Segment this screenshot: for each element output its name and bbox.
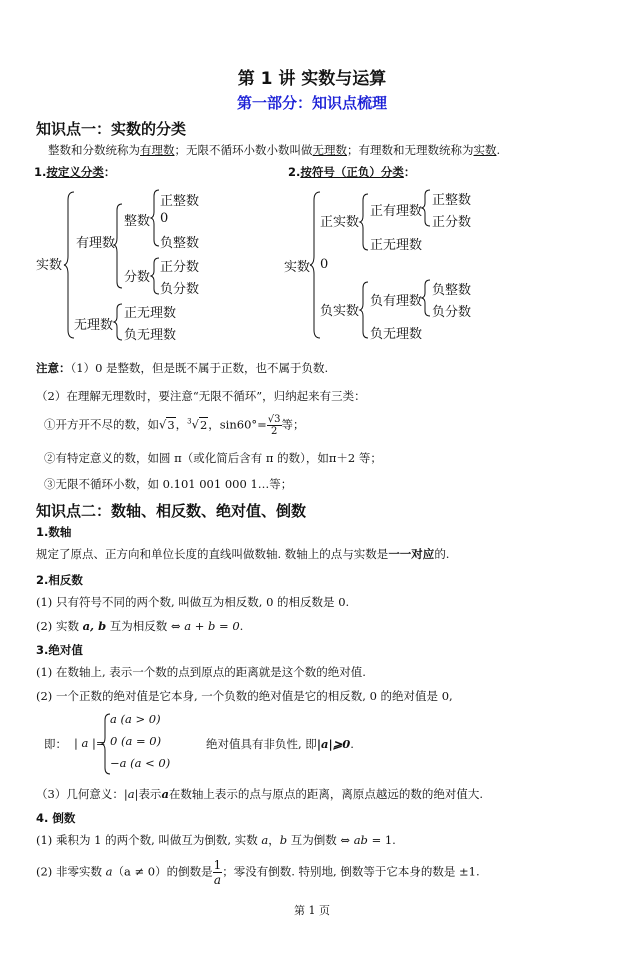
cuberoot-value: 2: [199, 417, 208, 432]
tree1-neg-frac: 负分数: [160, 282, 200, 297]
page-number: 第 1 页: [294, 904, 330, 917]
note-label: 注意: [36, 361, 59, 375]
tree2-pos-int: 正整数: [432, 193, 472, 208]
intro-term-real: 实数: [473, 143, 497, 157]
tree1-pos-frac: 正分数: [160, 260, 200, 275]
geometric-label: （3）几何意义：: [36, 787, 124, 801]
piecewise-case-3: −a (a < 0): [110, 756, 171, 770]
sqrt3-value: 3: [167, 417, 175, 432]
piecewise-case-2: 0 (a = 0): [110, 734, 162, 748]
case1-sep: ，: [175, 417, 188, 432]
tree1-integer: 整数: [124, 214, 151, 229]
classification-2-heading: [288, 164, 415, 180]
reciprocal-line-2: [36, 858, 480, 887]
classification-1-label: 按定义分类: [46, 165, 104, 179]
irrational-case-1: [44, 414, 305, 437]
tree1-brace-irrational: [114, 302, 124, 342]
reciprocal-l1-sep: ，: [268, 833, 280, 847]
tree1-pos-int: 正整数: [160, 194, 200, 209]
reciprocal-l1-iff: 互为倒数 ⇔: [287, 833, 354, 847]
irrational-case-2: ②有特定意义的数，如圆 π（或化简后含有 π 的数），如π＋2 等；: [44, 451, 382, 465]
opposite-l2-eq: a + b = 0: [184, 619, 240, 633]
tree2-pos-frac: 正分数: [432, 215, 472, 230]
classification-1-colon: ：: [103, 165, 116, 179]
reciprocal-l1-end: = 1.: [367, 833, 396, 847]
opposite-l2-vars: a, b: [82, 619, 107, 633]
reciprocal-l1-ab: ab: [353, 833, 368, 847]
tree2-neg-rational: 负有理数: [370, 294, 423, 309]
section1-intro: [48, 142, 500, 158]
reciprocal-l1-text: (1) 乘积为 1 的两个数, 叫做互为倒数, 实数: [36, 833, 262, 847]
absolute-value-heading: 3.绝对值: [36, 643, 83, 657]
tree1-irrational: 无理数: [74, 318, 114, 333]
classification-1-heading: [34, 164, 115, 180]
tree2-brace-neg-rational: [422, 278, 432, 318]
reciprocal-denominator: a: [213, 873, 221, 887]
tree1-neg-irr: 负无理数: [124, 328, 177, 343]
reciprocal-fraction: [213, 858, 223, 887]
classification-1-number: 1.: [34, 165, 47, 179]
note-1-text: （1）0 是整数，但是既不属于正数，也不属于负数.: [70, 361, 329, 375]
geometric-abs: |a|: [123, 787, 139, 801]
classification-2-number: 2.: [288, 165, 301, 179]
sin60-fraction: [267, 414, 282, 437]
tree1-pos-irr: 正无理数: [124, 306, 177, 321]
lecture-title: 第 1 讲 实数与运算: [237, 69, 387, 89]
tree2-neg-int: 负整数: [432, 283, 472, 298]
one-to-one-correspondence: 一一对应: [388, 547, 435, 561]
tree1-neg-int: 负整数: [160, 236, 200, 251]
reciprocal-line-1: [36, 832, 396, 848]
reciprocal-l2-end: ；零没有倒数. 特别地, 倒数等于它本身的数是 ±1.: [222, 864, 480, 879]
sqrt3-radical: √3: [159, 417, 175, 432]
opposite-heading: 2.相反数: [36, 573, 83, 587]
note-label-colon: ：: [59, 361, 71, 375]
note-2: （2）在理解无理数时，要注意“无限不循环”，归纳起来有三类：: [36, 389, 366, 403]
reciprocal-l2-a: a: [105, 864, 113, 879]
opposite-line-1: (1) 只有符号不同的两个数, 叫做互为相反数, 0 的相反数是 0.: [36, 595, 350, 609]
intro-text-2: ；无限不循环小数小数叫做: [174, 143, 313, 157]
reciprocal-l1-b: b: [279, 833, 288, 847]
note-1: [36, 360, 328, 376]
tree2-neg-frac: 负分数: [432, 305, 472, 320]
tree2-brace-pos-real: [360, 192, 370, 252]
tree2-pos-real: 正实数: [320, 215, 360, 230]
absolute-value-line-2: (2) 一个正数的绝对值是它本身, 一个负数的绝对值是它的相反数, 0 的绝对值是 0,: [36, 689, 453, 703]
section1-heading: 知识点一：实数的分类: [36, 120, 187, 138]
piecewise-prefix: 即：: [44, 737, 67, 751]
geometric-var: a: [161, 787, 169, 801]
tree2-pos-irr: 正无理数: [370, 238, 423, 253]
reciprocal-l1-a: a: [261, 833, 269, 847]
reciprocal-heading: 4. 倒数: [36, 811, 76, 825]
opposite-l2-text: (2) 实数: [36, 619, 83, 633]
case1-prefix: ①开方开不尽的数，如: [44, 417, 159, 432]
irrational-case-3: ③无限不循环小数，如 0.101 001 000 1…等；: [44, 477, 293, 491]
classification-2-colon: ：: [403, 165, 416, 179]
number-line-text-2: 的.: [434, 547, 450, 561]
opposite-l2-end: .: [239, 619, 244, 633]
opposite-line-2: [36, 618, 243, 634]
tree1-fraction: 分数: [124, 270, 151, 285]
intro-term-irrational: 无理数: [312, 143, 347, 157]
intro-text-1: 整数和分数统称为: [48, 143, 140, 157]
number-line-heading: 1.数轴: [36, 525, 72, 539]
cuberoot-radical: √2: [191, 417, 208, 432]
part-subtitle: 第一部分：知识点梳理: [236, 94, 387, 112]
reciprocal-l2-text: (2) 非零实数: [36, 864, 106, 879]
piecewise-case-1: a (a > 0): [110, 712, 161, 726]
sin60-numerator: √3: [267, 414, 281, 425]
non-negativity-end: .: [350, 737, 354, 751]
tree1-zero: 0: [160, 211, 169, 226]
tree2-pos-rational: 正有理数: [370, 204, 423, 219]
tree1-rational: 有理数: [76, 236, 116, 251]
intro-text-3: ；有理数和无理数统称为: [347, 143, 474, 157]
number-line-definition: [36, 546, 449, 562]
sin60-denominator: 2: [270, 426, 278, 437]
piecewise-lhs: | a |=: [74, 736, 106, 750]
tree2-root: 实数: [284, 260, 311, 275]
cuberoot-index: 3: [187, 417, 192, 426]
tree1-brace-rational: [114, 202, 124, 290]
opposite-l2-iff: 互为相反数 ⇔: [106, 619, 185, 633]
geometric-text-1: 表示: [138, 787, 162, 801]
non-negativity-formula: |a|⩾0: [316, 737, 351, 751]
tree2-brace-pos-rational: [422, 188, 432, 228]
tree1-root: 实数: [36, 258, 63, 273]
non-negativity-note: [206, 736, 354, 752]
tree2-neg-irr: 负无理数: [370, 327, 423, 342]
tree2-neg-real: 负实数: [320, 304, 360, 319]
intro-term-rational: 有理数: [140, 143, 175, 157]
number-line-text-1: 规定了原点、正方向和单位长度的直线叫做数轴. 数轴上的点与实数是: [36, 547, 389, 561]
case1-end: 等；: [281, 417, 305, 432]
absolute-value-geometric: [36, 786, 483, 802]
reciprocal-l2-cond: （a ≠ 0）的倒数是: [112, 864, 213, 879]
non-negativity-text: 绝对值具有非负性, 即: [206, 737, 317, 751]
classification-2-label: 按符号（正负）分类: [300, 165, 404, 179]
reciprocal-numerator: 1: [213, 858, 222, 872]
intro-text-4: .: [496, 143, 501, 157]
tree2-brace-neg-real: [360, 280, 370, 340]
geometric-text-2: 在数轴上表示的点与原点的距离，离原点越远的数的绝对值大.: [168, 787, 484, 801]
absolute-value-line-1: (1) 在数轴上, 表示一个数的点到原点的距离就是这个数的绝对值.: [36, 665, 366, 679]
tree2-zero: 0: [320, 257, 329, 272]
section2-heading: 知识点二：数轴、相反数、绝对值、倒数: [36, 502, 307, 520]
case1-sin: ，sin60°=: [208, 417, 267, 432]
